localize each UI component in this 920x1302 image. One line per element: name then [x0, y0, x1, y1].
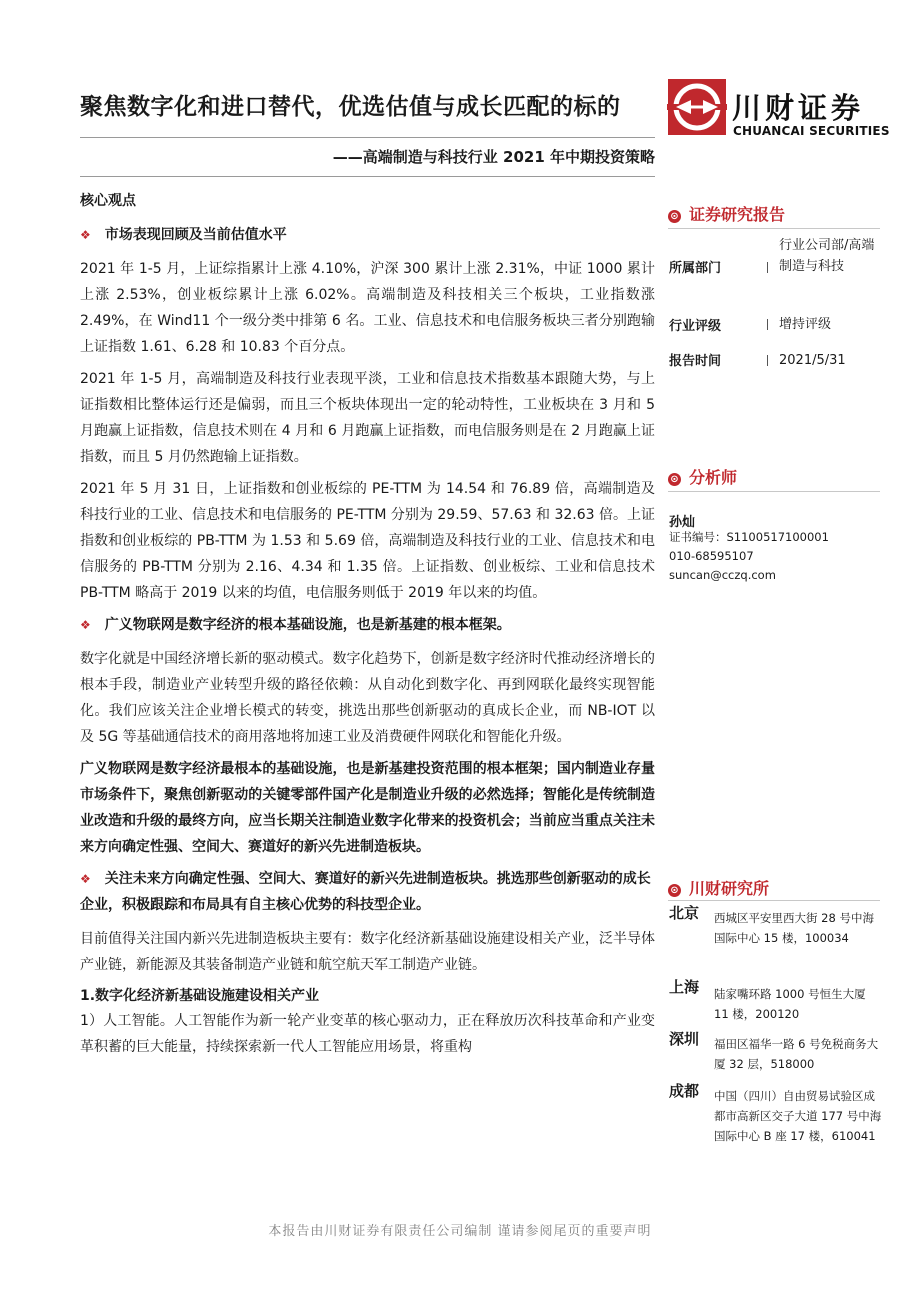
date-value: 2021/5/31	[779, 353, 846, 368]
date-label: 报告时间	[669, 354, 722, 369]
securities-report-heading: ⊙ 证券研究报告	[668, 202, 785, 225]
dept-value: 行业公司部/高端制造与科技	[779, 238, 875, 274]
main-content	[80, 190, 655, 1066]
office-city: 成都	[669, 1082, 700, 1100]
report-title: 聚焦数字化和进口替代，优选估值与成长匹配的标的	[80, 94, 621, 120]
diamond-bullet-icon: ❖	[80, 228, 91, 242]
chuancai-logo-icon	[667, 78, 727, 136]
logo-name-en: CHUANCAI SECURITIES	[733, 124, 890, 138]
rating-label: 行业评级	[669, 319, 722, 334]
bullet-heading-advanced-manufacturing: ❖ 关注未来方向确定性强、空间大、赛道好的新兴先进制造板块。挑选那些创新驱动的成长企业，积极跟踪和布局具有自主核心优势的科技型企业。	[80, 871, 651, 913]
analyst-email[interactable]: suncan@cczq.com	[669, 568, 776, 582]
field-separator	[767, 319, 768, 330]
bold-paragraph: 广义物联网是数字经济最根本的基础设施，也是新基建投资范围的根本框架；国内制造业存量市场条件下，聚焦创新驱动的关键零部件国产化是制造业升级的必然选择；智能化是传统制造业改造和升级的最终方向，应当长期关注制造业数字化带来的投资机会；当前应当重点关注未来方向确定性强、空间大、赛道好的新兴先进制造板块。	[80, 761, 655, 855]
bullet-heading-market: ❖ 市场表现回顾及当前估值水平	[80, 227, 287, 243]
analyst-heading: ⊙ 分析师	[668, 465, 737, 488]
institute-icon: ⊙	[668, 884, 681, 897]
office-address: 福田区福华一路 6 号免税商务大厦 32 层，518000	[714, 1037, 879, 1071]
side-divider	[668, 900, 880, 901]
rating-value: 增持评级	[779, 317, 832, 332]
office-city: 北京	[669, 904, 700, 922]
paragraph: 目前值得关注国内新兴先进制造板块主要有：数字化经济新基础设施建设相关产业，泛半导体产业链，新能源及其装备制造产业链和航空航天军工制造产业链。	[80, 931, 655, 973]
paragraph: 1）人工智能。人工智能作为新一轮产业变革的核心驱动力，正在释放历次科技革命和产业变革积蓄的巨大能量，持续探索新一代人工智能应用场景，将重构	[80, 1013, 655, 1055]
paragraph: 2021 年 1-5 月，上证综指累计上涨 4.10%，沪深 300 累计上涨 2.31%，中证 1000 累计上涨 2.53%，创业板综累计上涨 6.02%。高端制造及科技相关三个板块，工业指数涨 2.49%，在 Wind11 个一级分类中排第 6 名。工业、信息技术和电信服务板块三者分别跑输上证指数 1.61、6.28 和 10.83 个百分点。	[80, 261, 655, 355]
paragraph: 2021 年 5 月 31 日，上证指数和创业板综的 PE-TTM 为 14.54 和 76.89 倍，高端制造及科技行业的工业、信息技术和电信服务的 PE-TTM 分别为 29.59、57.63 和 32.63 倍。上证指数和创业板综的 PB-TTM 为 1.53 和 5.69 倍，高端制造及科技行业的工业、信息技术和电信服务的 PB-TTM 分别为 2.16、4.34 和 1.35 倍。上证指数、创业板综、工业和信息技术 PB-TTM 略高于 2019 以来的均值，电信服务则低于 2019 年以来的均值。	[80, 481, 655, 601]
bullet-heading-iot: ❖ 广义物联网是数字经济的根本基础设施，也是新基建的根本框架。	[80, 617, 511, 633]
header-divider-top	[80, 137, 655, 138]
analyst-name: 孙灿	[669, 515, 696, 530]
office-address: 中国（四川）自由贸易试验区成都市高新区交子大道 177 号中海国际中心 B 座 17 楼，610041	[714, 1089, 882, 1143]
office-address: 陆家嘴环路 1000 号恒生大厦 11 楼，200120	[714, 987, 866, 1021]
core-views-heading: 核心观点	[80, 193, 136, 209]
side-divider	[668, 228, 880, 229]
paragraph: 2021 年 1-5 月，高端制造及科技行业表现平淡，工业和信息技术指数基本跟随大势，与上证指数相比整体运行还是偏弱，而且三个板块体现出一定的轮动特性，工业板块在 3 月和 5 月跑赢上证指数，信息技术则在 4 月和 6 月跑赢上证指数，而电信服务则是在 2 月跑赢上证指数，而且 5 月仍然跑输上证指数。	[80, 371, 655, 465]
paragraph: 数字化就是中国经济增长新的驱动模式。数字化趋势下，创新是数字经济时代推动经济增长的根本手段，制造业产业转型升级的路径依赖：从自动化到数字化、再到网联化最终实现智能化。我们应该关注企业增长模式的转变，挑选出那些创新驱动的真成长企业，而 NB-IOT 以及 5G 等基础通信技术的商用落地将加速工业及消费硬件网联化和智能化升级。	[80, 651, 655, 745]
logo-name-cn: 川财证券	[732, 91, 865, 125]
field-separator	[767, 355, 768, 366]
header-divider-bottom	[80, 176, 655, 177]
field-separator	[767, 262, 768, 273]
dept-label: 所属部门	[669, 261, 722, 276]
analyst-cert: 证书编号：S1100517100001	[669, 530, 829, 544]
analyst-phone: 010-68595107	[669, 549, 754, 563]
office-city: 深圳	[669, 1030, 700, 1048]
office-city: 上海	[669, 978, 700, 996]
footer-disclaimer: 本报告由川财证券有限责任公司编制 谨请参阅尾页的重要声明	[268, 1224, 652, 1239]
diamond-bullet-icon: ❖	[80, 872, 91, 886]
analyst-icon: ⊙	[668, 473, 681, 486]
report-subtitle: ——高端制造与科技行业 2021 年中期投资策略	[332, 148, 655, 166]
diamond-bullet-icon: ❖	[80, 618, 91, 632]
section-heading: 1.数字化经济新基础设施建设相关产业	[80, 988, 320, 1004]
institute-heading: ⊙ 川财研究所	[668, 876, 769, 899]
report-icon: ⊙	[668, 210, 681, 223]
side-divider	[668, 491, 880, 492]
office-address: 西城区平安里西大街 28 号中海国际中心 15 楼，100034	[714, 911, 874, 945]
